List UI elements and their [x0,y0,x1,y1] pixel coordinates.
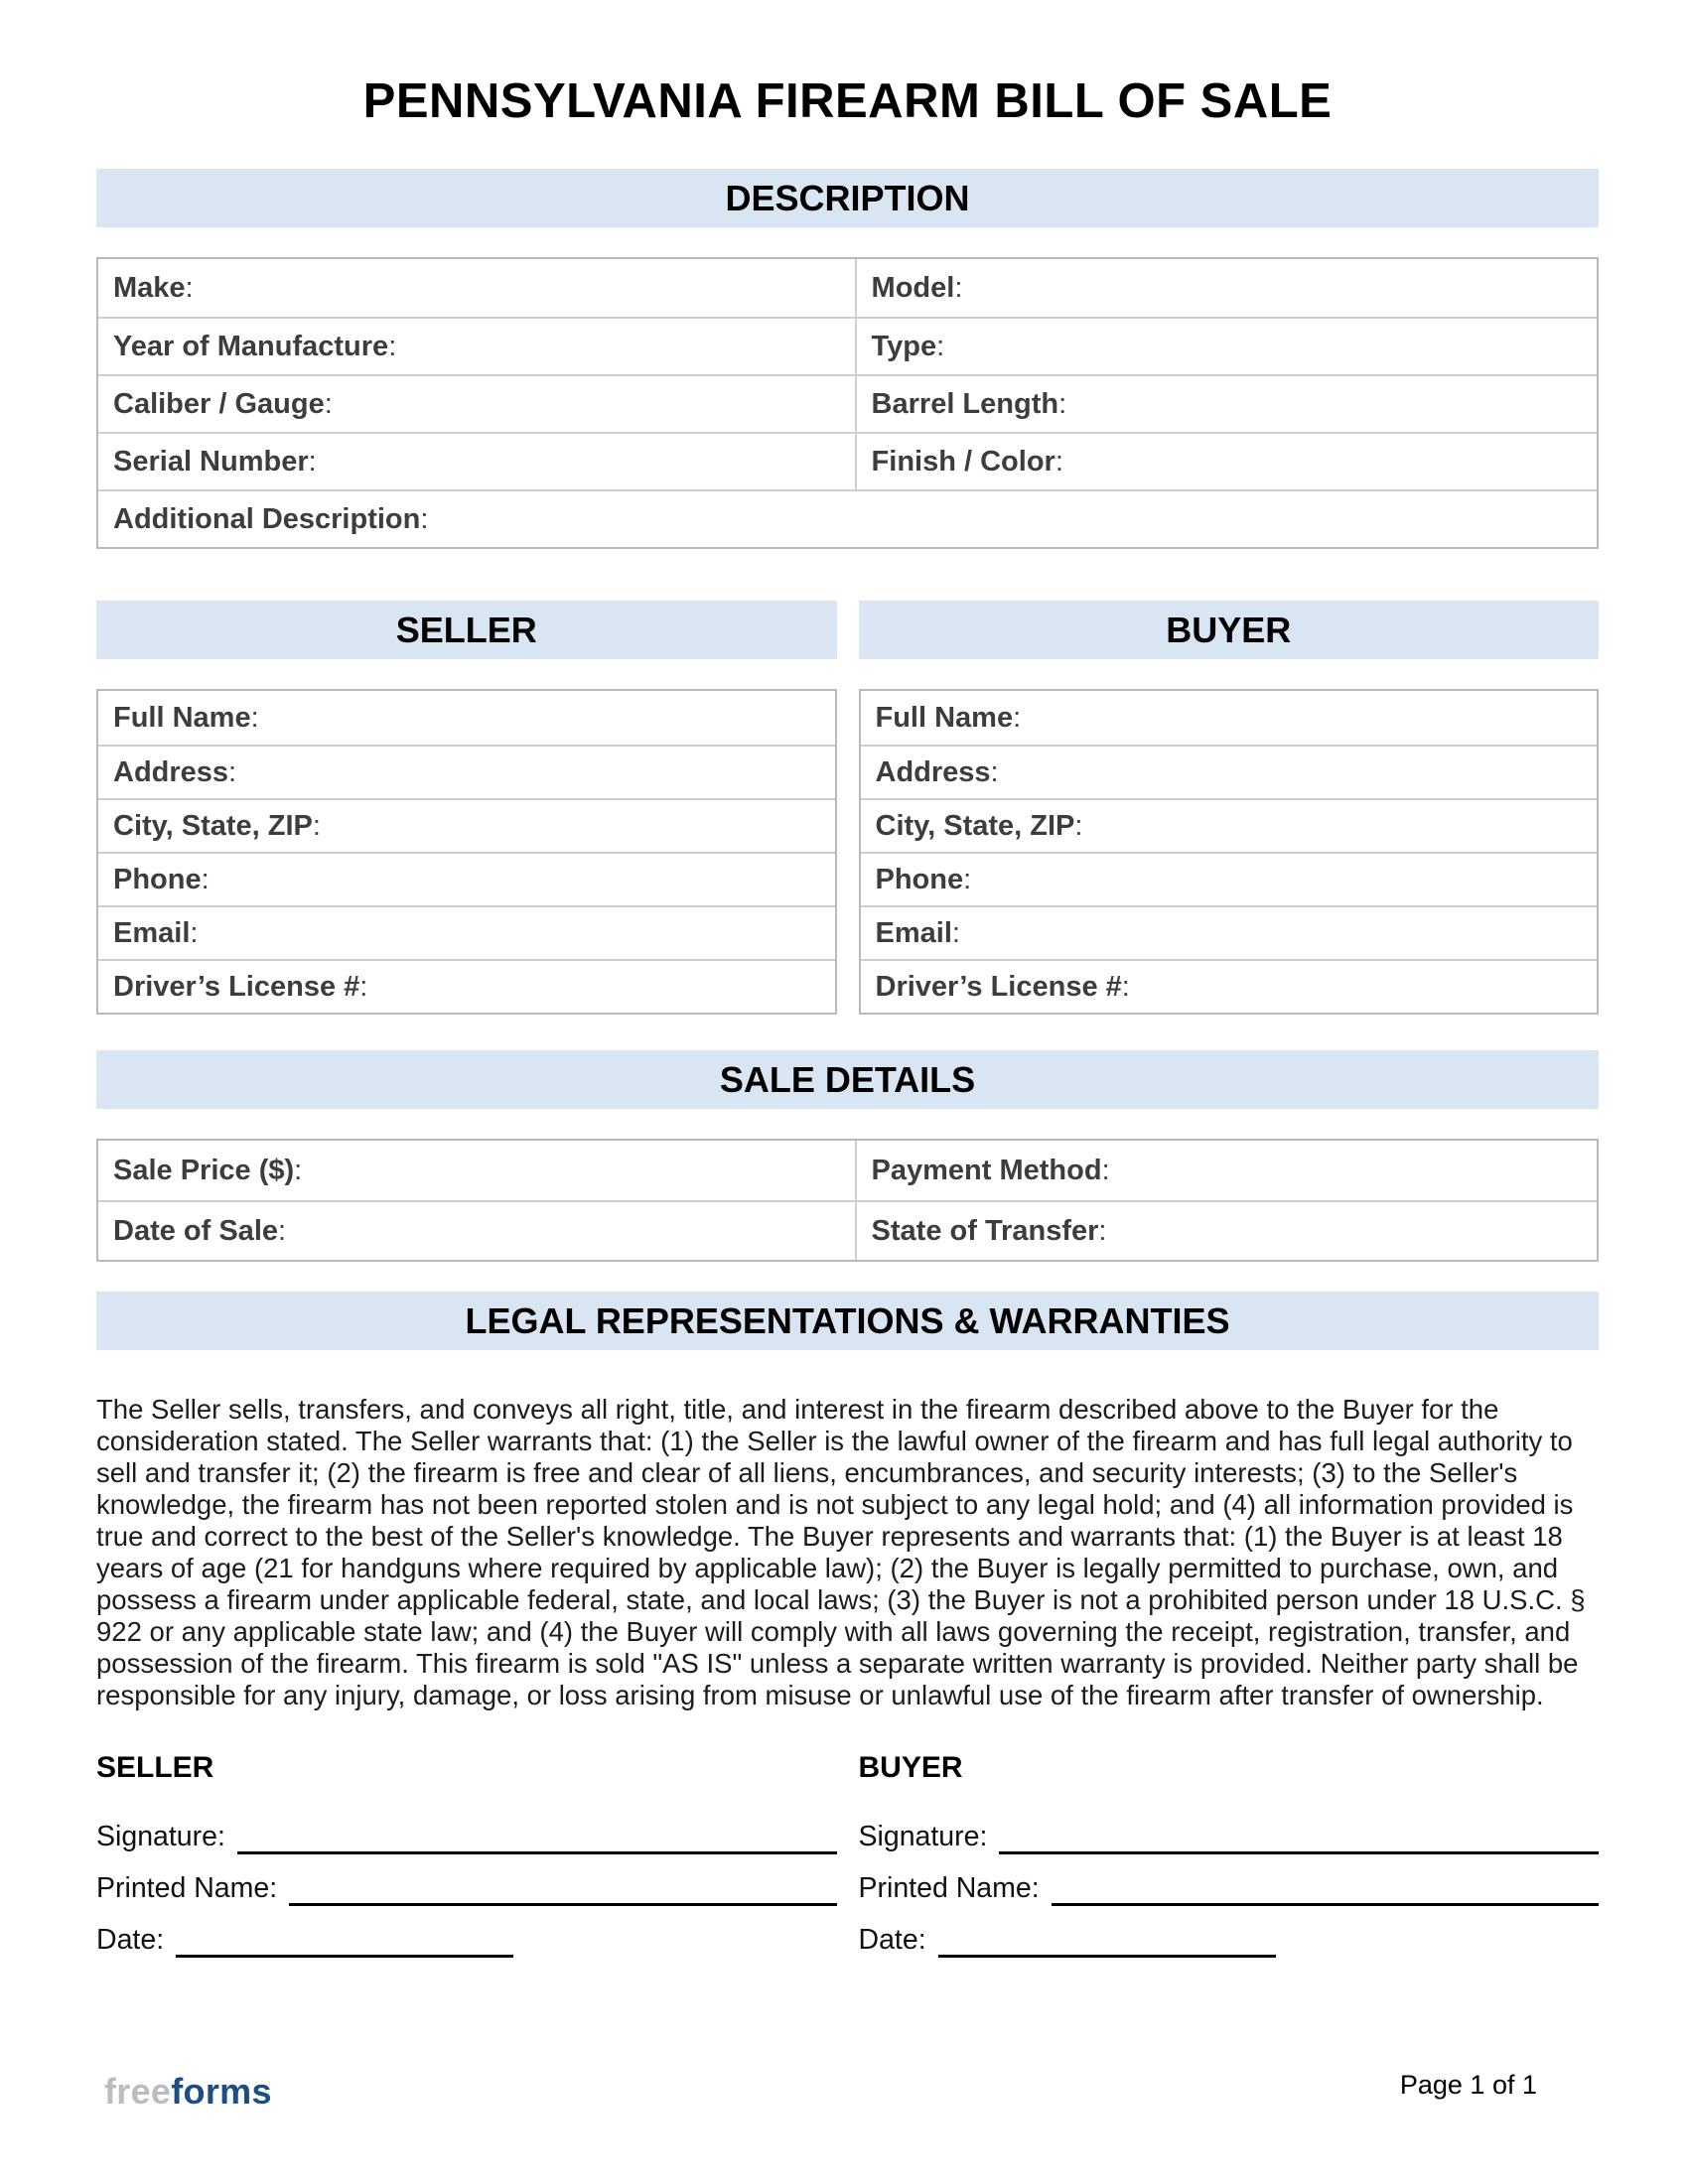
signature-area [96,1751,1599,1958]
buyer-full-name-field[interactable] [861,691,1598,745]
field-label: Caliber / Gauge [113,387,325,420]
payment-method-field[interactable] [857,1141,1597,1200]
field-colon: : [217,1821,225,1852]
seller-phone-field[interactable] [98,852,835,905]
field-label: Type [871,330,937,362]
field-label: Address [113,755,229,788]
sale-price-field[interactable] [98,1141,857,1200]
field-colon: : [1121,970,1130,1003]
seller-signature-line[interactable] [237,1821,837,1854]
table-row [98,489,1597,547]
field-colon: : [324,387,333,420]
field-colon: : [951,916,960,949]
description-section-header [96,169,1599,227]
description-table [96,257,1599,549]
signature-label: Signature [96,1821,218,1852]
field-colon: : [190,916,199,949]
field-colon: : [201,863,210,895]
field-colon: : [359,970,368,1003]
field-label: Year of Manufacture [113,330,389,362]
table-row [98,1200,1597,1260]
additional-description-field[interactable] [98,491,1597,547]
field-colon: : [1013,701,1022,734]
page-title: PENNSYLVANIA FIREARM BILL OF SALE [362,74,1333,128]
serial-number-field[interactable] [98,434,857,489]
buyer-signature-block [859,1751,1600,1958]
description-header-label: DESCRIPTION [725,177,970,218]
seller-signature-heading: SELLER [96,1751,214,1784]
field-colon: : [936,330,945,362]
buyer-printed-name-line[interactable] [1052,1872,1599,1906]
field-label: Full Name [113,701,251,734]
field-label: Email [113,916,191,949]
model-field[interactable] [857,259,1597,317]
field-colon: : [990,755,999,788]
field-colon: : [294,1154,303,1186]
field-label: Address [875,755,991,788]
field-colon: : [1031,1872,1040,1904]
freeforms-logo [104,2071,272,2113]
buyer-drivers-license-field[interactable] [861,959,1598,1013]
barrel-length-field[interactable] [857,376,1597,432]
field-label: Payment Method [871,1154,1102,1186]
buyer-table [859,689,1600,1015]
seller-city-state-zip-field[interactable] [98,798,835,852]
field-label: Email [875,916,952,949]
field-colon: : [917,1924,926,1956]
field-colon: : [1058,387,1067,420]
field-label: Date of Sale [113,1214,278,1247]
buyer-signature-row [859,1819,1600,1854]
seller-signature-block [96,1751,837,1958]
date-label-group [96,1922,176,1958]
seller-date-line[interactable] [176,1924,513,1958]
field-colon: : [1074,809,1083,842]
field-label: Driver’s License # [875,970,1122,1003]
printed-name-label: Printed Name [858,1872,1032,1904]
year-of-manufacture-field[interactable] [98,319,857,374]
field-colon: : [388,330,397,362]
field-label: City, State, ZIP [875,809,1075,842]
field-colon: : [979,1821,988,1852]
field-colon: : [269,1872,278,1904]
legal-paragraph: The Seller sells, transfers, and conveys all right, title, and interest in the firearm described above to the Buyer for the consideration stated. The Seller warrants that: (1) the Seller is the lawful owner of the firearm and has full legal authority to sell and transfer it; (2) the firearm is free and clear of all liens, encumbrances, and security interests; (3) to the Seller's knowledge, the firearm has not been reported stolen and is not subject to any legal hold; and (4) all information provided is true and correct to the best of the Seller's knowledge. The Buyer represents and warrants that: (1) the Buyer is at least 18 years of age (21 for handguns where required by applicable law); (2) the Buyer is legally permitted to purchase, own, and possess a firearm under applicable federal, state, and local laws; (3) the Buyer is not a prohibited person under 18 U.S.C. § 922 or any applicable state law; and (4) the Buyer will comply with all laws governing the receipt, registration, transfer, and possession of the firearm. This firearm is sold "AS IS" unless a separate written warranty is provided. Neither party shall be responsible for any injury, damage, or loss arising from misuse or unlawful use of the firearm after transfer of ownership. [96,1394,1586,1710]
seller-section-header [96,601,837,659]
signature-label: Signature [858,1821,980,1852]
buyer-address-field[interactable] [861,745,1598,798]
buyer-signature-line[interactable] [999,1821,1599,1854]
table-row [98,259,1597,317]
field-colon: : [1055,445,1063,478]
field-colon: : [312,809,321,842]
signature-label-group [96,1819,237,1854]
field-colon: : [963,863,972,895]
field-label: Sale Price ($) [113,1154,295,1186]
seller-address-field[interactable] [98,745,835,798]
buyer-phone-field[interactable] [861,852,1598,905]
field-label: State of Transfer [871,1214,1099,1247]
buyer-section-header [859,601,1600,659]
finish-color-field[interactable] [857,434,1597,489]
table-row [98,432,1597,489]
state-of-transfer-field[interactable] [857,1202,1597,1260]
logo-free-text: free [104,2071,172,2112]
field-colon: : [278,1214,287,1247]
date-of-sale-field[interactable] [98,1202,857,1260]
logo-forms-text: forms [171,2071,272,2112]
buyer-header-label: BUYER [1166,609,1292,650]
seller-printed-name-row [96,1870,837,1906]
seller-email-field[interactable] [98,905,835,959]
type-field[interactable] [857,319,1597,374]
sale-details-table [96,1139,1599,1262]
seller-signature-row [96,1819,837,1854]
buyer-city-state-zip-field[interactable] [861,798,1598,852]
seller-drivers-license-field[interactable] [98,959,835,1013]
seller-printed-name-line[interactable] [289,1872,836,1906]
legal-section-header [96,1292,1599,1350]
field-label: Finish / Color [871,445,1055,478]
printed-name-label-group [96,1870,289,1906]
make-field[interactable] [98,259,857,317]
table-row [98,374,1597,432]
date-label-group [859,1922,938,1958]
field-label: Driver’s License # [113,970,360,1003]
field-label: Barrel Length [871,387,1059,420]
seller-full-name-field[interactable] [98,691,835,745]
signature-label-group [859,1819,1000,1854]
field-label: Model [871,271,955,304]
field-label: Serial Number [113,445,309,478]
field-colon: : [420,502,429,535]
seller-date-row [96,1922,837,1958]
sale-details-header-label: SALE DETAILS [719,1058,976,1100]
field-label: City, State, ZIP [113,809,313,842]
field-colon: : [185,271,194,304]
page-number: Page 1 of 1 [1399,2070,1537,2100]
field-label: Full Name [875,701,1014,734]
seller-header-label: SELLER [395,609,537,650]
field-colon: : [156,1924,165,1956]
buyer-date-row [859,1922,1600,1958]
date-label: Date [96,1924,157,1956]
field-label: Phone [113,863,202,895]
field-colon: : [1101,1154,1110,1186]
field-colon: : [954,271,963,304]
buyer-printed-name-row [859,1870,1600,1906]
field-label: Make [113,271,186,304]
field-label: Phone [875,863,964,895]
buyer-date-line[interactable] [938,1924,1276,1958]
seller-table [96,689,837,1015]
legal-header-label: LEGAL REPRESENTATIONS & WARRANTIES [465,1299,1230,1341]
field-label: Additional Description [113,502,421,535]
caliber-gauge-field[interactable] [98,376,857,432]
field-colon: : [308,445,317,478]
sale-details-section-header [96,1050,1599,1109]
table-row [98,317,1597,374]
date-label: Date [858,1924,918,1956]
buyer-signature-heading: BUYER [858,1751,963,1784]
field-colon: : [250,701,259,734]
printed-name-label-group [859,1870,1052,1906]
printed-name-label: Printed Name [96,1872,270,1904]
buyer-email-field[interactable] [861,905,1598,959]
table-row [98,1141,1597,1200]
field-colon: : [1098,1214,1107,1247]
field-colon: : [228,755,237,788]
